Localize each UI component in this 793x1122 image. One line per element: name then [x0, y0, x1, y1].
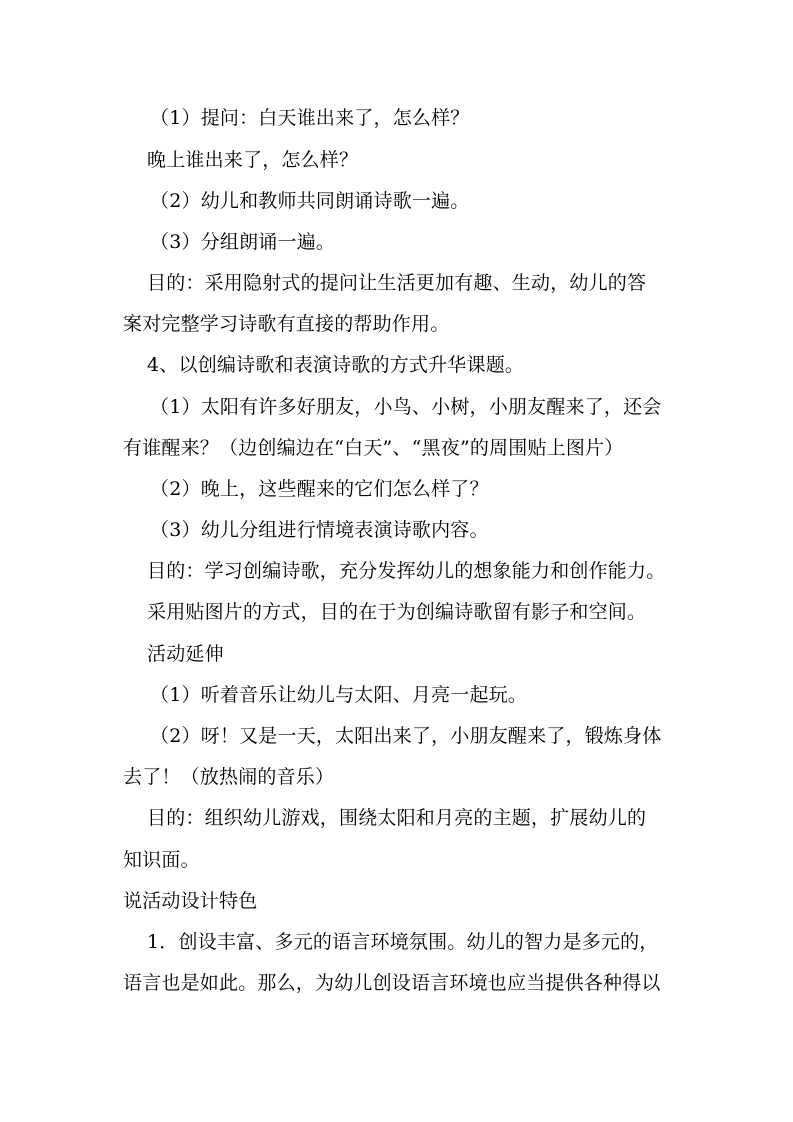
section-heading: 说活动设计特色	[123, 890, 258, 912]
text-line: 目的：学习创编诗歌，充分发挥幼儿的想象能力和创作能力。	[147, 560, 666, 582]
text-line: 语言也是如此。那么，为幼儿创设语言环境也应当提供各种得以	[123, 972, 661, 994]
text-line: （3）幼儿分组进行情境表演诗歌内容。	[150, 519, 489, 541]
text-line: 有谁醒来？（边创编边在“白天”、“黑夜”的周围贴上图片）	[123, 437, 624, 459]
text-line: 目的：组织幼儿游戏，围绕太阳和月亮的主题，扩展幼儿的	[147, 807, 647, 829]
text-line: （1）听着音乐让幼儿与太阳、月亮一起玩。	[150, 684, 528, 706]
text-line: （1）太阳有许多好朋友，小鸟、小树，小朋友醒来了，还会	[150, 396, 662, 418]
text-line: （2）幼儿和教师共同朗诵诗歌一遍。	[150, 190, 470, 212]
text-line: 1．创设丰富、多元的语言环境氛围。幼儿的智力是多元的，	[147, 931, 659, 953]
text-line: 采用贴图片的方式，目的在于为创编诗歌留有影子和空间。	[147, 601, 647, 623]
text-line: 活动延伸	[147, 643, 224, 665]
text-line: （2）晚上，这些醒来的它们怎么样了？	[150, 478, 489, 500]
text-line: （1）提问：白天谁出来了，怎么样？	[150, 107, 470, 129]
text-line: 去了！（放热闹的音乐）	[123, 766, 335, 788]
text-line: 晚上谁出来了，怎么样？	[147, 149, 359, 171]
text-line: 知识面。	[123, 849, 200, 871]
text-line: （2）呀！又是一天，太阳出来了，小朋友醒来了，锻炼身体	[150, 725, 662, 747]
text-line: 4、以创编诗歌和表演诗歌的方式升华课题。	[147, 354, 525, 376]
text-line: 案对完整学习诗歌有直接的帮助作用。	[123, 313, 450, 335]
text-line: （3）分组朗诵一遍。	[150, 231, 336, 253]
text-line: 目的：采用隐射式的提问让生活更加有趣、生动，幼儿的答	[147, 272, 647, 294]
